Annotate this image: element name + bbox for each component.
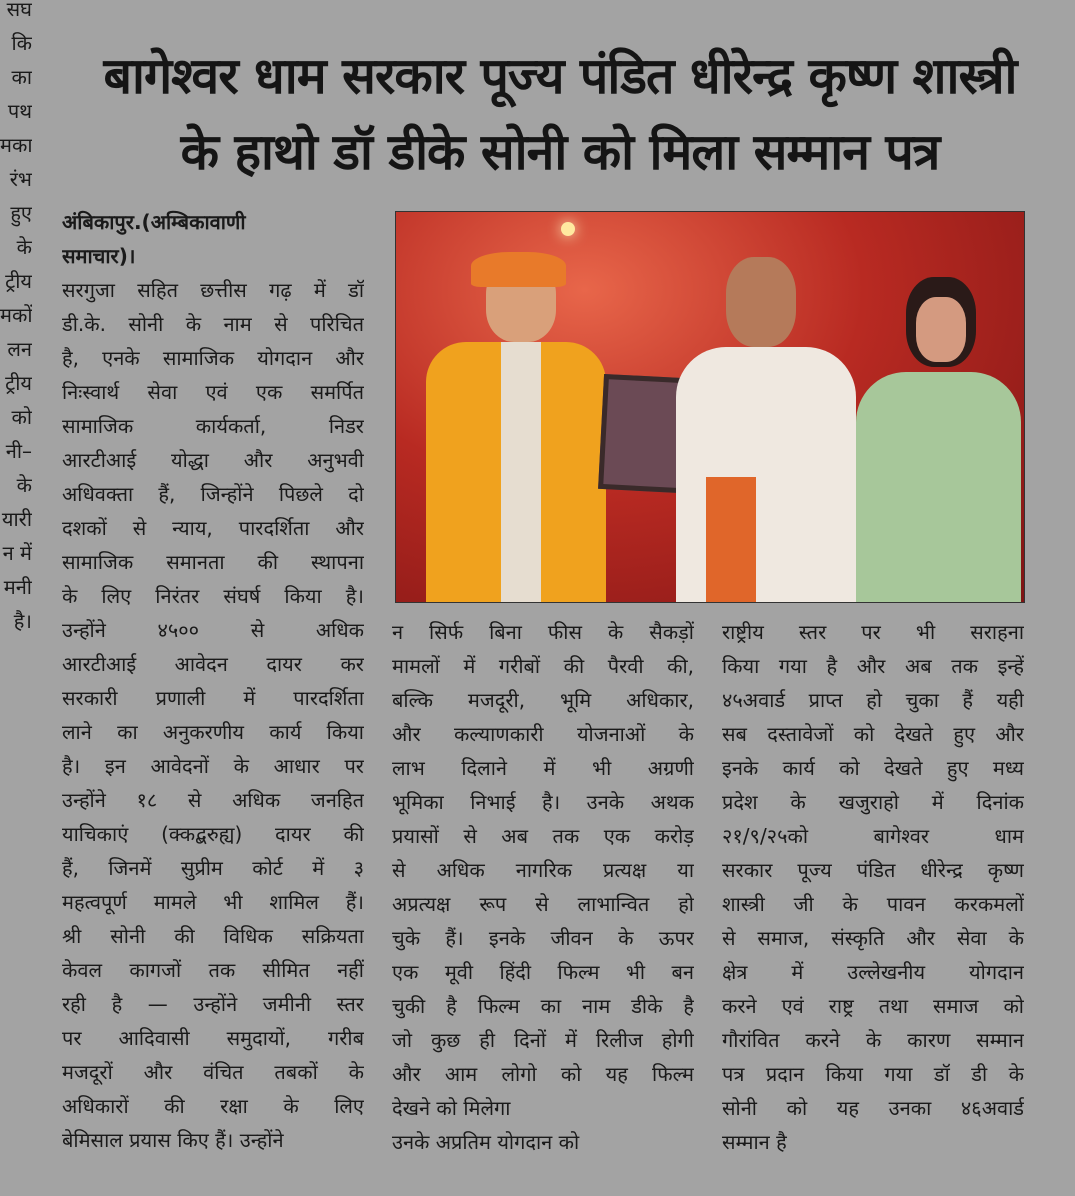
text-line: करने एवं राष्ट्र तथा समाज को	[722, 994, 1024, 1018]
edge-fragment: मकों	[0, 303, 32, 327]
text-line: के लिए निरंतर संघर्ष किया है।	[62, 584, 364, 608]
text-line: उन्होंने १८ से अधिक जनहित	[62, 788, 364, 812]
text-line: सरकारी प्रणाली में पारदर्शिता	[62, 686, 364, 710]
text-line: देखने को मिलेगा	[392, 1096, 511, 1120]
text-line: जो कुछ ही दिनों में रिलीज होगी	[392, 1028, 694, 1052]
edge-fragment: यारी	[1, 507, 32, 531]
text-line: प्रयासों से अब तक एक करोड़	[392, 824, 694, 848]
text-line: बल्कि मजदूरी, भूमि अधिकार,	[392, 688, 694, 712]
text-line: एक मूवी हिंदी फिल्म भी बन	[392, 960, 694, 984]
person-right	[851, 277, 1021, 602]
text-line: किया गया है और अब तक इन्हें	[722, 654, 1024, 678]
text-line: सामाजिक समानता की स्थापना	[62, 550, 364, 574]
text-line: प्रदेश के खजुराहो में दिनांक	[722, 790, 1024, 814]
text-line: ४५अवार्ड प्राप्त हो चुका हैं यही	[722, 688, 1024, 712]
person-middle	[666, 247, 866, 602]
text-line: डी.के. सोनी के नाम से परिचित	[62, 312, 364, 336]
dateline: अंबिकापुर.(अम्बिकावाणी	[62, 210, 246, 234]
text-line: चुके हैं। इनके जीवन के ऊपर	[392, 926, 694, 950]
text-line: से समाज, संस्कृति और सेवा के	[722, 926, 1024, 950]
edge-fragment: कि	[11, 31, 32, 55]
text-line: हैं, जिनमें सुप्रीम कोर्ट में ३	[62, 856, 364, 880]
text-line: अधिवक्ता हैं, जिन्होंने पिछले दो	[62, 482, 364, 506]
text-line: पर आदिवासी समुदायों, गरीब	[62, 1026, 364, 1050]
text-line: अधिकारों की रक्षा के लिए	[62, 1094, 364, 1118]
text-line: और आम लोगो को यह फिल्म	[392, 1062, 694, 1086]
text-line: याचिकाएं (क्कद्बरुह्य) दायर की	[62, 822, 364, 846]
text-line: सब दस्तावेजों को देखते हुए और	[722, 722, 1024, 746]
text-line: इनके कार्य को देखते हुए मध्य	[722, 756, 1024, 780]
edge-fragment: नी–	[5, 439, 32, 463]
text-line: राष्ट्रीय स्तर पर भी सराहना	[722, 620, 1024, 644]
text-line: शास्त्री जी के पावन करकमलों	[722, 892, 1024, 916]
text-line: भूमिका निभाई है। उनके अथक	[392, 790, 694, 814]
edge-fragment: हुए	[10, 201, 32, 225]
edge-fragment: का	[11, 65, 32, 89]
text-line: लाने का अनुकरणीय कार्य किया	[62, 720, 364, 744]
edge-fragment: न में	[2, 541, 32, 565]
edge-fragment: मका	[0, 133, 32, 157]
text-line: गौरांवित करने के कारण सम्मान	[722, 1028, 1024, 1052]
text-line: क्षेत्र में उल्लेखनीय योगदान	[722, 960, 1024, 984]
text-line: २१/९/२५को बागेश्वर धाम	[722, 824, 1024, 848]
edge-fragment: रंभ	[9, 167, 32, 191]
text-line: लाभ दिलाने में भी अग्रणी	[392, 756, 694, 780]
text-line: मजदूरों और वंचित तबकों के	[62, 1060, 364, 1084]
edge-fragment: मनी	[3, 575, 32, 599]
article-column-2	[392, 615, 694, 1159]
text-line: पत्र प्रदान किया गया डॉ डी के	[722, 1062, 1024, 1086]
text-line: श्री सोनी की विधिक सक्रियता	[62, 924, 364, 948]
edge-fragment: को	[11, 405, 32, 429]
headline-line-1: बागेश्वर धाम सरकार पूज्य पंडित धीरेन्द्र कृष्ण शास्त्री	[103, 47, 1017, 105]
edge-fragment: लन	[7, 337, 32, 361]
text-line: बेमिसाल प्रयास किए हैं। उन्होंने	[62, 1128, 284, 1152]
text-line: और कल्याणकारी योजनाओं के	[392, 722, 694, 746]
text-line: सामाजिक कार्यकर्ता, निडर	[62, 414, 364, 438]
text-line: से अधिक नागरिक प्रत्यक्ष या	[392, 858, 694, 882]
text-line: अप्रत्यक्ष रूप से लाभान्वित हो	[392, 892, 694, 916]
edge-fragment: ट्रीय	[5, 371, 32, 395]
edge-fragment: सघ	[6, 0, 32, 21]
headline-line-2: के हाथो डॉ डीके सोनी को मिला सम्मान पत्र	[180, 123, 940, 181]
text-line: है। इन आवेदनों के आधार पर	[62, 754, 364, 778]
text-line: रही है — उन्होंने जमीनी स्तर	[62, 992, 364, 1016]
text-line: सोनी को यह उनका ४६अवार्ड	[722, 1096, 1024, 1120]
text-line: उनके अप्रतिम योगदान को	[392, 1130, 580, 1154]
text-line: मामलों में गरीबों की पैरवी की,	[392, 654, 694, 678]
text-line: उन्होंने ४५०० से अधिक	[62, 618, 364, 642]
person-left	[416, 242, 616, 602]
text-line: निःस्वार्थ सेवा एवं एक समर्पित	[62, 380, 364, 404]
text-line: सरकार पूज्य पंडित धीरेन्द्र कृष्ण	[722, 858, 1024, 882]
text-line: चुकी है फिल्म का नाम डीके है	[392, 994, 694, 1018]
text-line: न सिर्फ बिना फीस के सैकड़ों	[392, 620, 694, 644]
text-line: केवल कागजों तक सीमित नहीं	[62, 958, 364, 982]
text-line: सम्मान है	[722, 1130, 787, 1154]
text-line: है, एनके सामाजिक योगदान और	[62, 346, 364, 370]
article-photo	[395, 211, 1025, 603]
edge-fragment: है।	[13, 609, 32, 633]
left-edge-fragments	[0, 0, 32, 638]
article-column-1	[62, 205, 364, 1157]
edge-fragment: ट्रीय	[5, 269, 32, 293]
edge-fragment: के	[16, 235, 32, 259]
edge-fragment: के	[16, 473, 32, 497]
edge-fragment: पथ	[7, 99, 32, 123]
text-line: आरटीआई योद्धा और अनुभवी	[62, 448, 364, 472]
stage-light-icon	[561, 222, 575, 236]
article-column-3	[722, 615, 1024, 1159]
text-line: सरगुजा सहित छत्तीस गढ़ में डॉ	[62, 278, 364, 302]
text-line: आरटीआई आवेदन दायर कर	[62, 652, 364, 676]
text-line: दशकों से न्याय, पारदर्शिता और	[62, 516, 364, 540]
text-line: महत्वपूर्ण मामले भी शामिल हैं।	[62, 890, 364, 914]
dateline: समाचार)।	[62, 244, 136, 268]
